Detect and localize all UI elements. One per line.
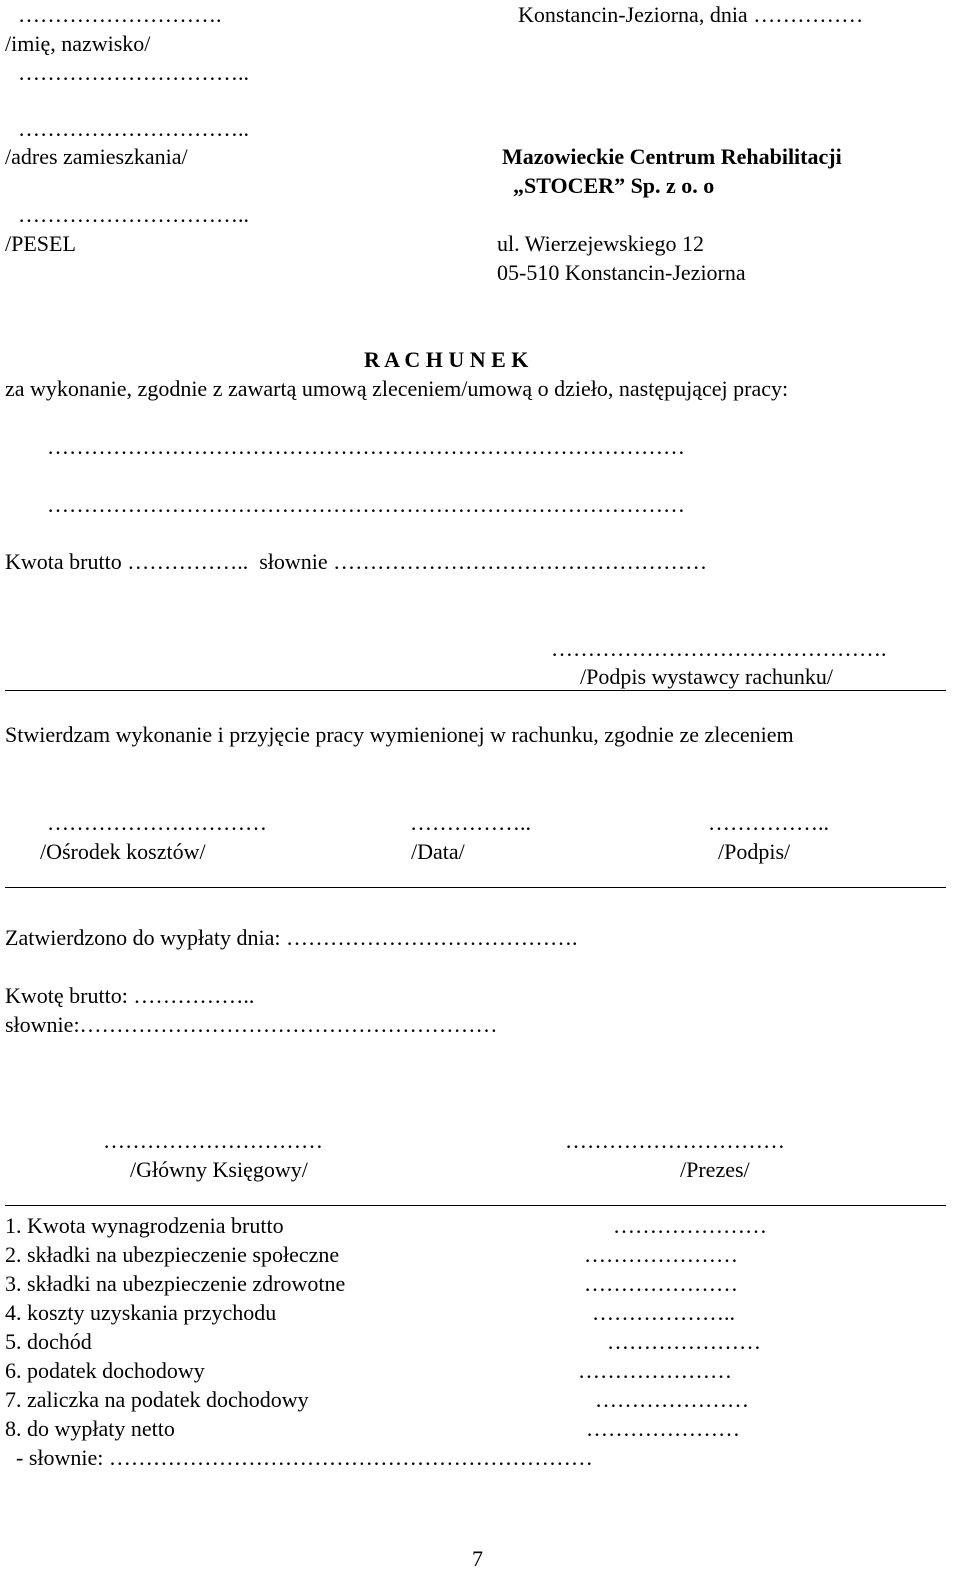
invoice-subtitle: za wykonanie, zgodnie z zawartą umową zleceniem/umową o dzieło, następującej pracy:: [5, 376, 789, 401]
calc-row-label: 7. zaliczka na podatek dochodowy: [5, 1387, 309, 1412]
calc-row-value[interactable]: …………………: [607, 1329, 761, 1354]
gross-amount-line[interactable]: Kwota brutto …………….. słownie ……………………………………………: [5, 549, 708, 574]
divider-2: [5, 887, 946, 888]
president-caption: /Prezes/: [680, 1157, 750, 1182]
issuer-signature-caption: /Podpis wystawcy rachunku/: [580, 664, 833, 689]
accountant-dots[interactable]: …………………………: [103, 1128, 323, 1153]
cost-center-dots[interactable]: …………………………: [47, 810, 267, 835]
calc-row-label: 3. składki na ubezpieczenie zdrowotne: [5, 1271, 346, 1296]
recipient-street: ul. Wierzejewskiego 12: [497, 231, 705, 256]
issuer-signature-dots[interactable]: ……………………………………….: [551, 636, 887, 661]
divider-1: [5, 690, 946, 691]
confirmation-sign-dots[interactable]: ……………..: [708, 810, 829, 835]
calc-row-label: 1. Kwota wynagrodzenia brutto: [5, 1213, 284, 1238]
confirmation-sign-caption: /Podpis/: [718, 839, 791, 864]
calc-row-label: 2. składki na ubezpieczenie społeczne: [5, 1242, 340, 1267]
pesel-caption: /PESEL: [5, 231, 76, 256]
place-date: Konstancin-Jeziorna, dnia ……………: [518, 2, 864, 27]
name-caption: /imię, nazwisko/: [5, 31, 151, 56]
pesel-dots[interactable]: …………………………..: [18, 202, 249, 227]
calc-row-value[interactable]: …………………: [584, 1271, 738, 1296]
calc-row-label: 8. do wypłaty netto: [5, 1416, 175, 1441]
page-number: 7: [472, 1546, 483, 1571]
name-dots[interactable]: ……………………….: [18, 2, 222, 27]
calc-row-label: 5. dochód: [5, 1329, 92, 1354]
calc-row-value[interactable]: …………………: [584, 1242, 738, 1267]
approved-amount-line[interactable]: Kwotę brutto: ……………..: [5, 983, 255, 1008]
confirmation-date-caption: /Data/: [411, 839, 465, 864]
invoice-title: R A C H U N E K: [364, 347, 529, 372]
approved-words-line[interactable]: słownie:…………………………………………………: [5, 1012, 498, 1037]
confirmation-date-dots[interactable]: ……………..: [410, 810, 531, 835]
accountant-caption: /Główny Księgowy/: [130, 1157, 308, 1182]
net-words-line[interactable]: - słownie: …………………………………………………………: [5, 1445, 593, 1470]
address-dots-1[interactable]: …………………………..: [18, 60, 249, 85]
work-description-line-1[interactable]: ……………………………………………………………………………: [47, 434, 685, 459]
recipient-city: 05-510 Konstancin-Jeziorna: [497, 260, 746, 285]
approved-date-line[interactable]: Zatwierdzono do wypłaty dnia: ………………………………….: [5, 925, 578, 950]
address-caption: /adres zamieszkania/: [5, 144, 188, 169]
calc-row-value[interactable]: …………………: [595, 1387, 749, 1412]
president-dots[interactable]: …………………………: [565, 1128, 785, 1153]
calc-row-label: 4. koszty uzyskania przychodu: [5, 1300, 277, 1325]
calc-row-value[interactable]: ………………..: [592, 1300, 735, 1325]
calc-row-value[interactable]: …………………: [578, 1358, 732, 1383]
recipient-company: „STOCER” Sp. z o. o: [513, 173, 715, 198]
calc-row-value[interactable]: …………………: [613, 1213, 767, 1238]
divider-3: [5, 1205, 946, 1206]
calc-row-label: 6. podatek dochodowy: [5, 1358, 205, 1383]
calc-row-value[interactable]: …………………: [586, 1416, 740, 1441]
address-dots-2[interactable]: …………………………..: [18, 116, 249, 141]
work-description-line-2[interactable]: ……………………………………………………………………………: [47, 492, 685, 517]
cost-center-caption: /Ośrodek kosztów/: [40, 839, 206, 864]
confirmation-text: Stwierdzam wykonanie i przyjęcie pracy wymienionej w rachunku, zgodnie ze zleceniem: [5, 722, 794, 747]
recipient-name: Mazowieckie Centrum Rehabilitacji: [502, 144, 842, 169]
